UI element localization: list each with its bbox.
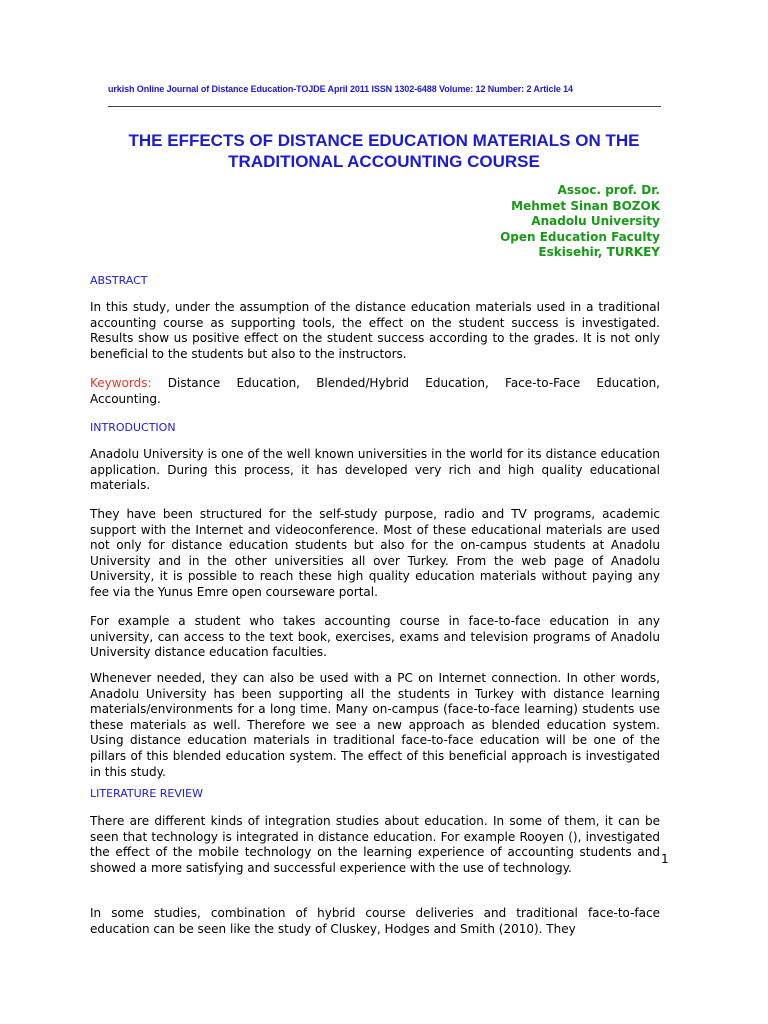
- title-line-1: THE EFFECTS OF DISTANCE EDUCATION MATERIALS ON THE: [128, 131, 640, 150]
- intro-paragraph: For example a student who takes accounting course in face-to-face education in any university, can access to the text book, exercises, exams and television programs of Anadolu University distance education faculties.: [90, 614, 660, 660]
- author-location: Eskisehir, TURKEY: [538, 245, 660, 259]
- introduction-heading: INTRODUCTION: [90, 421, 176, 434]
- journal-header: urkish Online Journal of Distance Education-TOJDE April 2011 ISSN 1302-6488 Volume: 12 Number: 2 Article 14: [108, 84, 573, 94]
- literature-paragraph: There are different kinds of integration studies about education. In some of them, it can be seen that technology is integrated in distance education. For example Rooyen (), investigated the effect of the mobile technology on the learning experience of accounting students and showed a more satisfying and successful experience with the use of technology.: [90, 814, 660, 875]
- literature-paragraph: In some studies, combination of hybrid course deliveries and traditional face-to-face education can be seen like the study of Cluskey, Hodges and Smith (2010). They: [90, 906, 660, 936]
- abstract-text: In this study, under the assumption of the distance education materials used in a traditional accounting course as supporting tools, the effect on the student success is investigated. Results show us positive effect on the student success according to the grades. It is not only beneficial to the students but also to the instructors.: [90, 300, 660, 361]
- intro-paragraph: Anadolu University is one of the well known universities in the world for its distance education application. During this process, it has developed very rich and high quality educational materials.: [90, 447, 660, 493]
- keywords: [90, 376, 660, 407]
- author-rank: Assoc. prof. Dr.: [557, 183, 660, 197]
- author-university: Anadolu University: [531, 214, 660, 228]
- title-line-2: TRADITIONAL ACCOUNTING COURSE: [228, 152, 540, 171]
- keywords-label: Keywords:: [90, 376, 152, 390]
- keywords-text: Distance Education, Blended/Hybrid Education, Face-to-Face Education, Accounting.: [90, 376, 660, 406]
- literature-heading: LITERATURE REVIEW: [90, 787, 203, 800]
- intro-paragraph: They have been structured for the self-study purpose, radio and TV programs, academic support with the Internet and videoconference. Most of these educational materials are used not only for distance education students but also for the on-campus students at Anadolu University and in the other universities all over Turkey. From the web page of Anadolu University, it is possible to reach these high quality education materials without paying any fee via the Yunus Emre open courseware portal.: [90, 507, 660, 599]
- header-rule: [108, 106, 661, 107]
- author-block: [500, 183, 660, 261]
- author-name: Mehmet Sinan BOZOK: [511, 198, 660, 213]
- paper-title: [90, 130, 678, 172]
- author-faculty: Open Education Faculty: [500, 229, 660, 244]
- page-number: 1: [661, 852, 669, 866]
- abstract-heading: ABSTRACT: [90, 274, 148, 287]
- intro-paragraph: Whenever needed, they can also be used with a PC on Internet connection. In other words, Anadolu University has been supporting all the students in Turkey with distance learning materials/environments for a long time. Many on-campus (face-to-face learning) students use these materials as well. Therefore we see a new approach as blended education system. Using distance education materials in traditional face-to-face education will be one of the pillars of this blended education system. The effect of this beneficial approach is investigated in this study.: [90, 671, 660, 779]
